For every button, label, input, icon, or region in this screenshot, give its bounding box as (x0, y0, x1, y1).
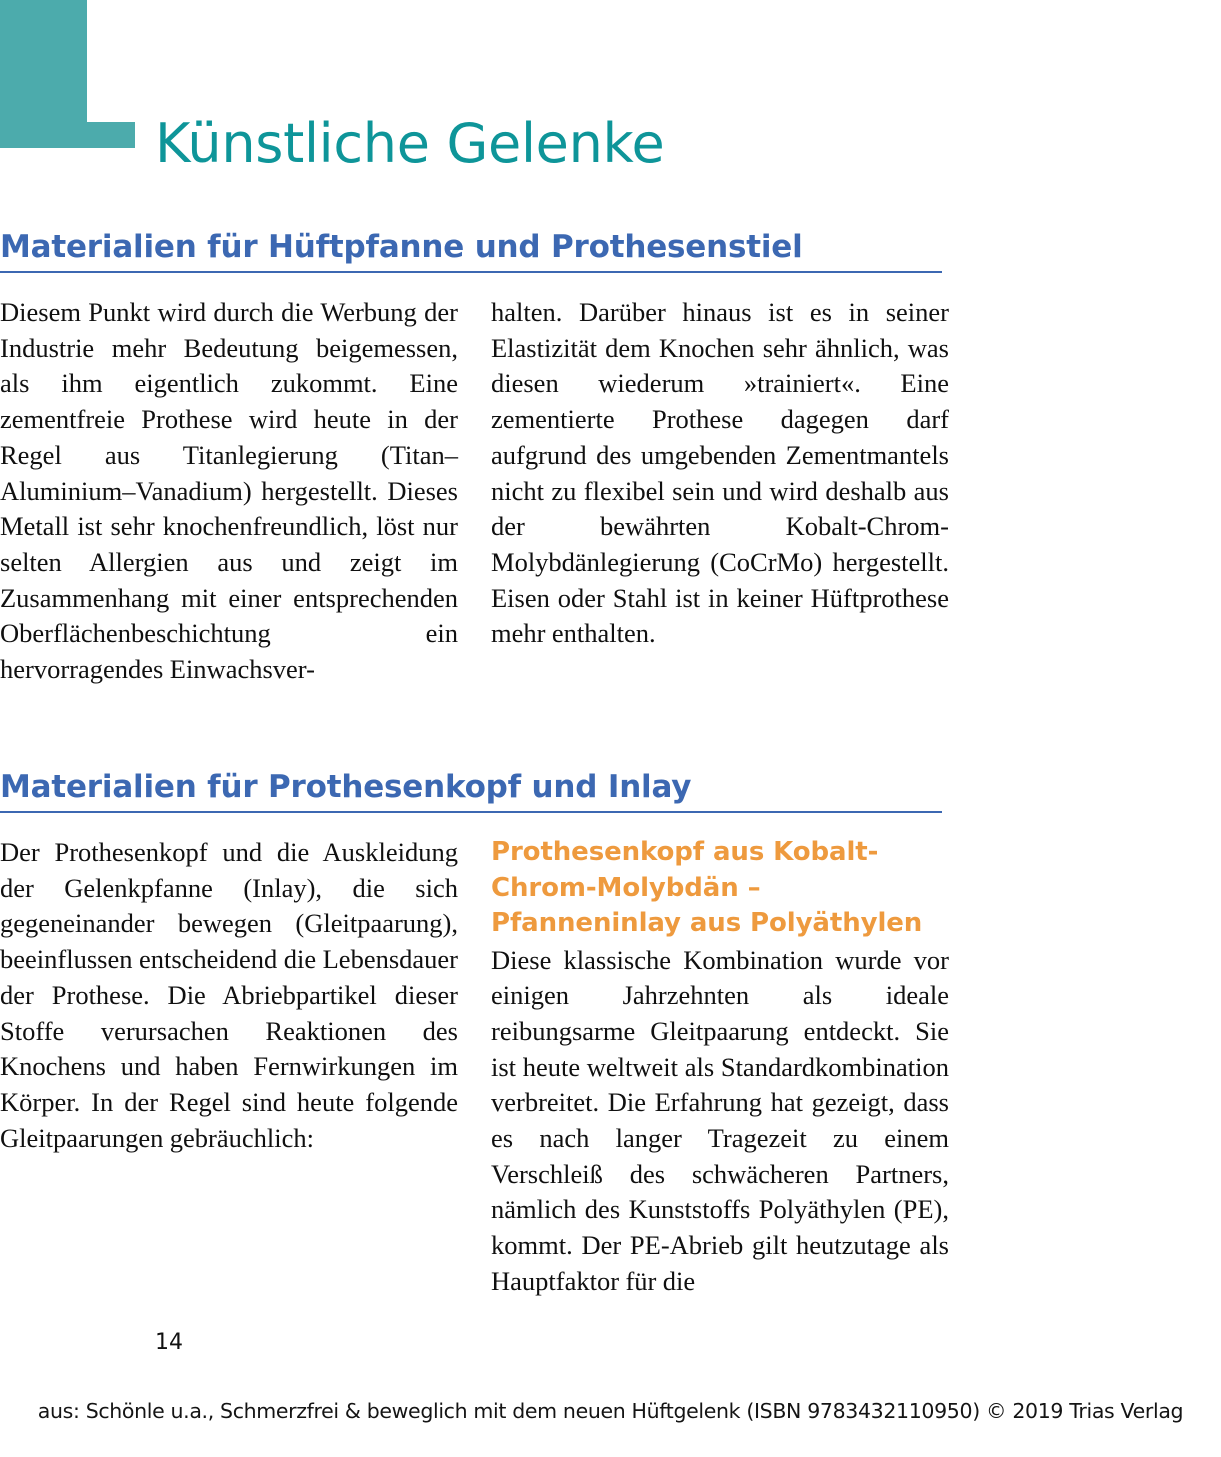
section-divider-rule (0, 271, 942, 273)
page-number: 14 (155, 1330, 183, 1355)
corner-accent-block (0, 0, 135, 148)
sub-heading: Prothesenkopf aus Kobalt-Chrom-Molybdän – Pfanneninlay aus Polyäthylen (491, 837, 923, 938)
right-column (491, 835, 949, 1300)
corner-accent-foot (0, 122, 135, 148)
body-paragraph: Diese klassische Kombination wurde vor einigen Jahrzehnten als ideale reibungsarme Gleitpaarung entdeckt. Sie ist heute weltweit als Standardkombination verbreitet. Die Erfahrung hat gezeigt, dass es nach langer Tragezeit zu einem Verschleiß des schwächeren Partners, nämlich des Kunststoffs Polyäthylen (PE), kommt. Der PE-Abrieb gilt heutzutage als Hauptfaktor für die (491, 944, 949, 1296)
page-title: Künstliche Gelenke (155, 112, 665, 176)
section-heading: Materialien für Hüftpfanne und Prothesenstiel (0, 229, 803, 265)
right-column (491, 295, 949, 652)
left-column (0, 835, 458, 1156)
body-paragraph: Der Prothesenkopf und die Auskleidung der Gelenkpfanne (Inlay), die sich gegeneinander bewegen (Gleitpaarung), beeinflussen entscheidend die Lebensdauer der Prothese. Die Abriebpartikel dieser Stoffe verursachen Reaktionen des Knochens und haben Fernwirkungen im Körper. In der Regel sind heute folgende Gleitpaarungen gebräuchlich: (0, 837, 458, 1153)
corner-accent-stem (0, 0, 87, 148)
section-materialien-prothesenkopf (0, 768, 949, 1300)
two-column-body (0, 295, 949, 688)
two-column-body (0, 835, 949, 1300)
section-heading: Materialien für Prothesenkopf und Inlay (0, 769, 692, 805)
body-paragraph: halten. Darüber hinaus ist es in seiner Elastizität dem Knochen sehr ähnlich, was diesen wiederum »trainiert«. Eine zementierte Prothese dagegen darf aufgrund des umgebenden Zementmantels nicht zu flexibel sein und wird deshalb aus der bewährten Kobalt-Chrom-Molybdänlegierung (CoCrMo) hergestellt. Eisen oder Stahl ist in keiner Hüftprothese mehr enthalten. (491, 297, 949, 649)
body-paragraph: Diesem Punkt wird durch die Werbung der Industrie mehr Bedeutung beigemessen, als ihm eigentlich zukommt. Eine zementfreie Prothese wird heute in der Regel aus Titanlegierung (Titan–Aluminium–Vanadium) hergestellt. Dieses Metall ist sehr knochenfreundlich, löst nur selten Allergien aus und zeigt im Zusammenhang mit einer entsprechenden Oberflächenbeschichtung ein hervorragendes Einwachsver- (0, 297, 458, 685)
footer-credit: aus: Schönle u.a., Schmerzfrei & beweglich mit dem neuen Hüftgelenk (ISBN 9783432110950) © 2019 Trias Verlag (37, 1399, 1184, 1423)
section-materialien-hueftpfanne (0, 228, 949, 688)
left-column (0, 295, 458, 688)
section-divider-rule (0, 811, 942, 813)
